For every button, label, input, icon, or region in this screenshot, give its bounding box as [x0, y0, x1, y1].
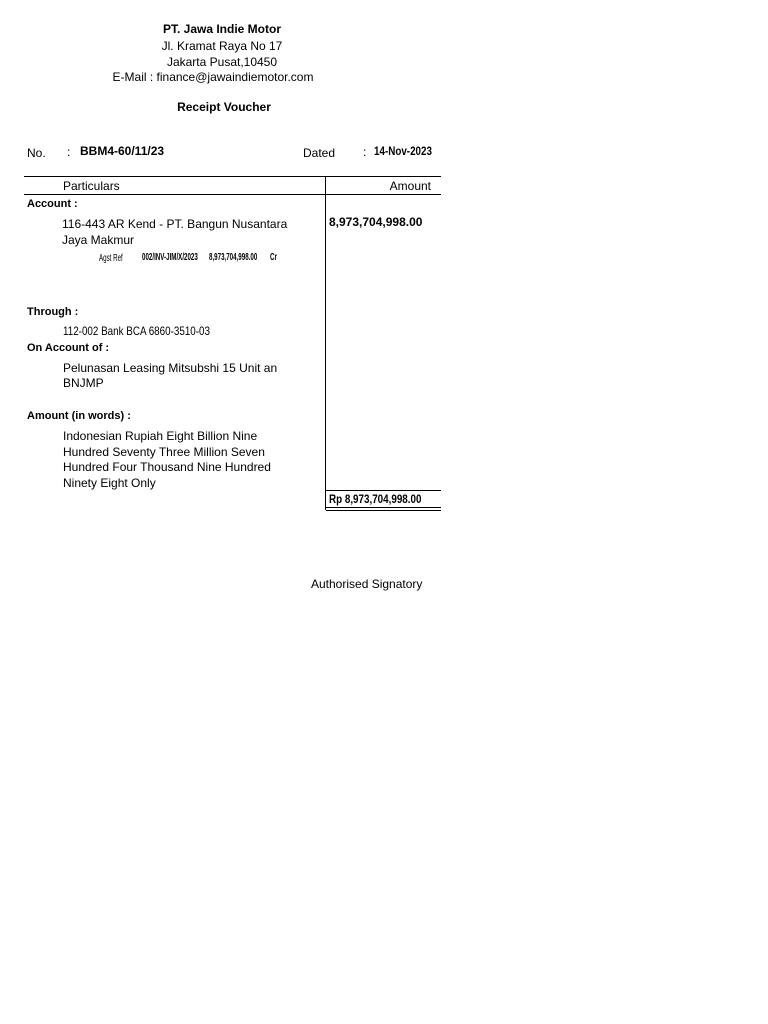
company-name: PT. Jawa Indie Motor: [162, 22, 282, 36]
through-label: Through :: [27, 306, 79, 318]
dated-colon: :: [363, 145, 367, 159]
on-account-line2: BNJMP: [63, 376, 104, 390]
dated-label: Dated: [303, 146, 336, 160]
through-value: 112-002 Bank BCA 6860-3510-03: [63, 324, 210, 338]
account-name-line1: 116-443 AR Kend - PT. Bangun Nusantara: [62, 217, 288, 231]
company-address-line1: Jl. Kramat Raya No 17: [161, 39, 283, 53]
dated-value: 14-Nov-2023: [374, 144, 432, 158]
amount-words-label: Amount (in words) :: [27, 410, 131, 422]
col-header-amount: Amount: [389, 179, 431, 193]
on-account-line1: Pelunasan Leasing Mitsubshi 15 Unit an: [63, 361, 278, 375]
table-top-rule: [24, 176, 441, 177]
account-amount: 8,973,704,998.00: [329, 215, 423, 229]
table-header-rule: [24, 194, 441, 195]
account-name-line2: Jaya Makmur: [62, 233, 135, 247]
agst-ref-amount: 8,973,704,998.00: [209, 252, 258, 263]
authorised-signatory: Authorised Signatory: [311, 577, 423, 591]
agst-ref-label: Agst Ref: [99, 253, 123, 264]
amount-words-line1: Indonesian Rupiah Eight Billion Nine: [63, 429, 258, 443]
voucher-no-label: No.: [27, 146, 46, 160]
voucher-no-colon: :: [67, 145, 71, 159]
col-header-particulars: Particulars: [63, 179, 120, 193]
amount-words-line3: Hundred Four Thousand Nine Hundred: [63, 460, 271, 474]
total-amount: Rp 8,973,704,998.00: [329, 492, 422, 506]
total-top-rule: [326, 490, 441, 491]
amount-words-line4: Ninety Eight Only: [63, 476, 156, 490]
agst-ref-cr: Cr: [270, 252, 277, 263]
total-double-rule-1: [326, 507, 441, 508]
document-title: Receipt Voucher: [177, 100, 271, 114]
account-label: Account :: [27, 198, 78, 210]
company-address-line2: Jakarta Pusat,10450: [166, 55, 278, 69]
on-account-label: On Account of :: [27, 342, 110, 354]
total-double-rule-2: [326, 510, 441, 511]
company-email: E-Mail : finance@jawaindiemotor.com: [112, 70, 314, 84]
amount-column-divider: [325, 176, 326, 510]
amount-words-line2: Hundred Seventy Three Million Seven: [63, 445, 265, 459]
agst-ref-number: 002/INV-JIM/X/2023: [142, 252, 198, 263]
voucher-no-value: BBM4-60/11/23: [80, 144, 165, 158]
